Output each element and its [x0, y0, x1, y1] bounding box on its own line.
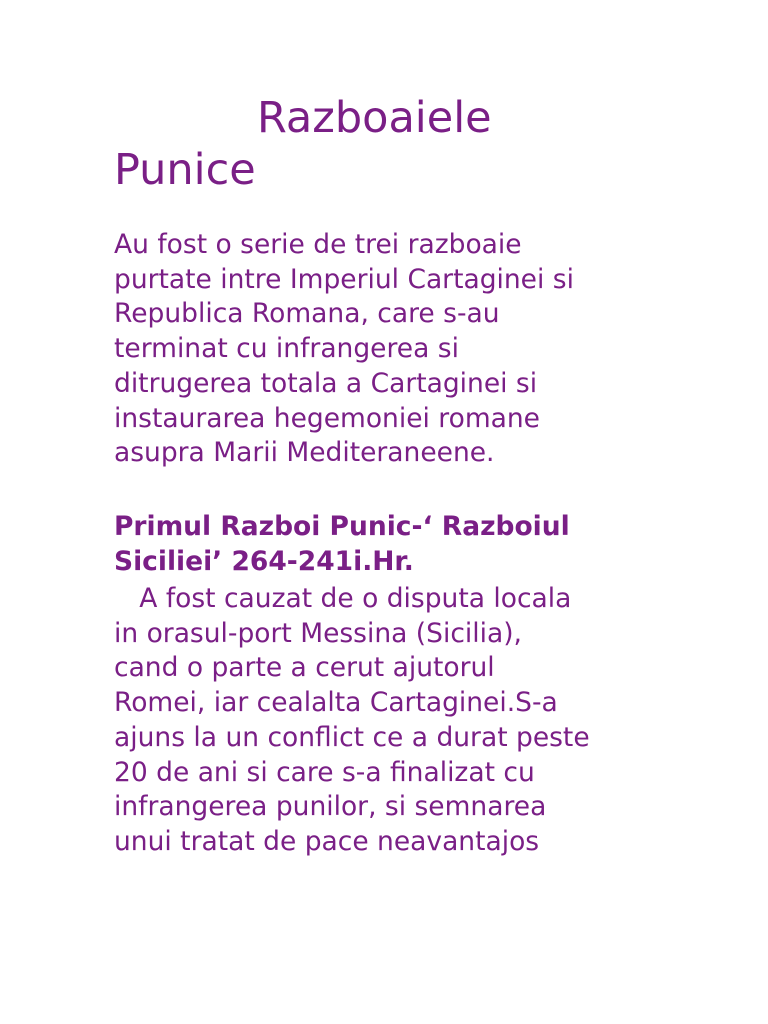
section-body-line: in orasul-port Messina (Sicilia), — [114, 617, 522, 649]
intro-paragraph — [114, 228, 754, 471]
intro-line: purtate intre Imperiul Cartaginei si — [114, 263, 574, 295]
section-body-line: Romei, iar cealalta Cartaginei.S-a — [114, 687, 558, 719]
section-body-line: A fost cauzat de o disputa locala — [114, 583, 572, 614]
intro-line: Au fost o serie de trei razboaie — [114, 229, 522, 260]
document-title-line-2: Punice — [114, 145, 256, 195]
intro-line: instaurarea hegemoniei romane — [114, 402, 540, 434]
document-title-line-1: Razboaiele — [257, 93, 492, 143]
intro-line: Republica Romana, care s-au — [114, 298, 500, 330]
section-body-line: unui tratat de pace neavantajos — [114, 825, 540, 857]
intro-line: asupra Marii Mediteraneene. — [114, 437, 495, 469]
section-body-paragraph — [114, 582, 754, 860]
section-body-line: 20 de ani si care s-a finalizat cu — [114, 756, 535, 788]
section-body-line: cand o parte a cerut ajutorul — [114, 652, 495, 684]
section-heading — [114, 510, 754, 579]
intro-line: ditrugerea totala a Cartaginei si — [114, 367, 538, 399]
section-body-line: ajuns la un conflict ce a durat peste — [114, 721, 590, 753]
intro-line: terminat cu infrangerea si — [114, 333, 459, 365]
section-body-line: infrangerea punilor, si semnarea — [114, 791, 547, 823]
section-heading-line: Siciliei’ 264-241i.Hr. — [114, 545, 414, 577]
section-heading-line: Primul Razboi Punic-‘ Razboiul — [114, 511, 570, 542]
